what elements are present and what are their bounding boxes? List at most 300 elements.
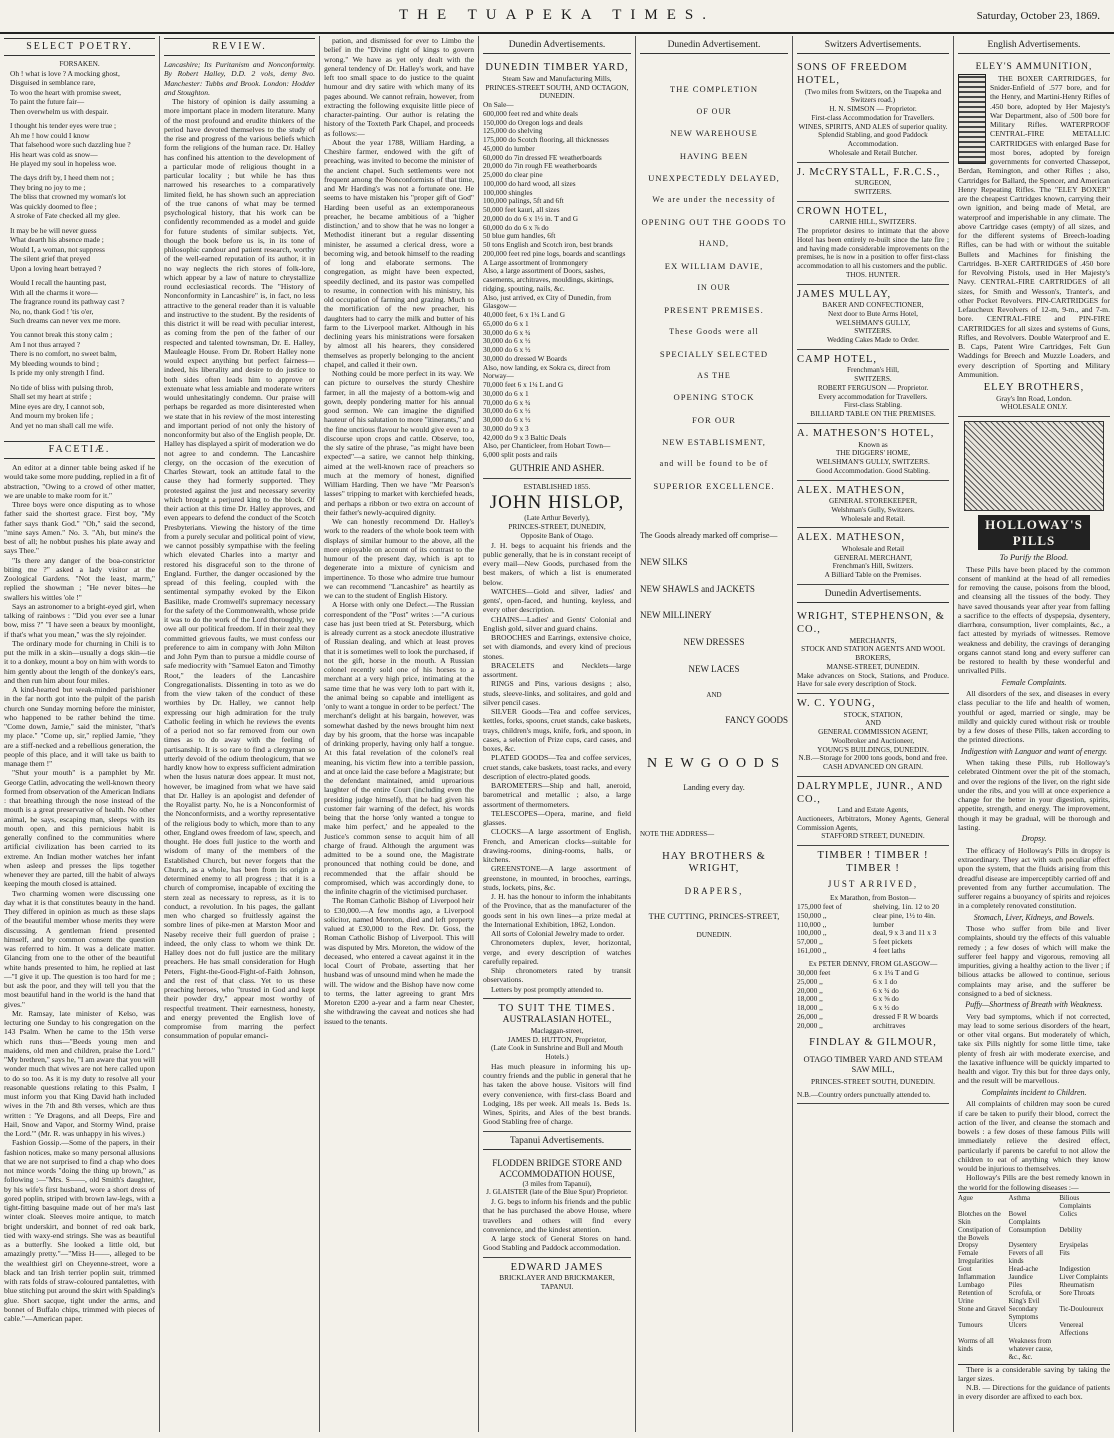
ad-line: First-class Stabling. — [844, 400, 902, 410]
notice-line: SPECIALLY SELECTED — [659, 348, 769, 359]
ad-line: SURGEON, — [854, 178, 892, 188]
timber-line: 25,000 do clear pine — [483, 170, 543, 180]
poem-line: Would I, a woman, not suppress — [10, 244, 105, 254]
disease-item: Consumption — [1008, 1226, 1046, 1234]
disease-item: Blotches on the Skin — [958, 1210, 1001, 1226]
ad-address: PRINCES-STREET SOUTH, AND OCTAGON, DUNEDIN. — [485, 82, 629, 101]
poem-line: Ah me ! how could I know — [10, 130, 90, 140]
timber-desc: dressed F R W boards — [873, 1012, 939, 1022]
timber-line: 50 tons English and Scotch iron, best brands — [483, 240, 613, 250]
timber-desc: shelving, 1in. 12 to 20 — [873, 901, 940, 911]
ad-line: WELSHMAN'S GULLY, SWITZERS. — [816, 457, 930, 467]
diseases-list — [958, 1192, 1110, 1365]
notice-line: SUPERIOR EXCELLENCE. — [653, 480, 775, 491]
timber-row — [797, 947, 949, 956]
ad-address: PRINCES-STREET, DUNEDIN, — [508, 522, 606, 532]
pills-subheading: Complaints incident to Children. — [981, 1087, 1087, 1097]
ad-line: Wedding Cakes Made to Order. — [826, 335, 920, 345]
ad-title: ELEY'S AMMUNITION, — [975, 62, 1093, 73]
ad-established: ESTABLISHED 1855. — [523, 481, 591, 491]
notice-line: IN OUR — [697, 283, 731, 293]
ad-text: Ex PETER DENNY, FROM GLASGOW— — [808, 959, 938, 969]
ad-firm: FINDLAY & GILMOUR, — [809, 1036, 937, 1048]
timber-desc: 6 x 1¼ T and G — [873, 967, 920, 977]
warehouse-notice — [640, 84, 788, 491]
ad-line: AND — [865, 718, 881, 728]
ad-line: Wholesale and Retail. — [840, 513, 906, 523]
ad-line: MERCHANTS, — [849, 635, 897, 645]
poem-line: Am I not thus arrayed ? — [10, 339, 80, 349]
timber-row — [797, 1022, 949, 1031]
ad-title: TIMBER ! TIMBER ! TIMBER ! — [817, 850, 929, 874]
timber-line: 60,000 do 7in dressed FE weatherboards — [483, 152, 602, 162]
poem-line: The silent grief that preyed — [10, 254, 91, 264]
timber-line: 150,000 do Oregon logs and deals — [483, 117, 583, 127]
jewelry-item: GREENSTONE—A large assortment of greenstone, in mounted, in brooches, earrings, studs, lockets, pins, &c. — [483, 864, 631, 892]
poem-line: I thought his tender eyes were true ; — [10, 121, 117, 131]
timber-desc: clear pine, 1½ to 4in. — [873, 910, 936, 920]
poem-line: It may be he will never guess — [10, 225, 97, 235]
ad-line: STOCK, STATION, — [843, 709, 903, 719]
poem-line: He played my soul in hopeless woe. — [10, 158, 117, 168]
disease-item: Dropsy — [958, 1242, 979, 1250]
poem-line: Oh ! what is love ? A mocking ghost, — [10, 68, 120, 78]
notice-line: NEW ESTABLISMENT, — [662, 437, 766, 448]
poem-line: Would I recall the haunting past, — [10, 278, 107, 288]
ad-line: Wholesale and Retail — [841, 543, 905, 553]
ad-note: WHOLESALE ONLY. — [1000, 402, 1068, 412]
review-paragraph: The history of opinion is daily assuming a more important place in modern literature. Many of the most profound and erudite thinkers of the period have devoted themselves to the study of the rise and progress of the various beliefs which form the religions of the human race. Dr. Halley has confined his attention to the development of a particular mode of religious thought in a particular locality ; but while he has thus narrowed his researches to a comparatively limited field, he has shown such an appreciation of the true canons of what may be termed psychological history, that his work can be confidently recommended as a model and guide for future students of similar subjects. Yet, though the book before us is, in its tone of philosophic candour and patient research, worthy of the well-earned reputation of its author, it in no way neglects the rich stores of folk-lore, which appear by a law of nature to chrystallize round ecclesiastical records. The "History of Nonconformity in Lancashire" is, in fact, no less attractive to the general reader than it is valuable and instructive to the student. By the residents of this district it will be read with peculiar interest, as coming from the pen of the father of our respected and talented townsman, Dr. E. Halley, Mauleagle House. From Dr. Robert Halley none would expect anything but perfect fairness—indeed, his liberality and desire to do justice to both sides often leads him to approve or extenuate what less amiable and moderate writers would unhesitatingly condemn. Our praise will perhaps be regarded as more disinterested when we state that in his review of the most interesting and important period of not only the history of nonconformity but also of the English people, Dr. Halley has displayed a spirit of moderation we do not agree to and condemn. The Lancashire clergy, on the occasion of the execution of Charles Stewart, took an attitude fatal to the cause they had formerly supported. They protested against the just and necessary severity which brought a perjured king to the block. Of their action at this time Dr. Halley approves, and even appears to defend the conduct of the Scotch Presbyterians. Viewing the history of the time from a purely secular and political point of view, we cannot possibly sympathise with the feeling which elevated Charles into a martyr and restored his disgraceful son to the throne of England. Further, the danger occasioned by the spread of this feeling, coupled with the sentimental sympathy evoked by the Eikon Basilike, made Cromwell's supremacy necessary for the safety of the Commonwealth, whose pride it was to do the work of the Lord thoroughly, we owe all our political freedom. If in their zeal they committed grievous faults, we must confess our preference to aim in company with John Milton and John Pym than to pursue a middle course of safe mediocrity with "Samuel Eaton and Timothy Root," the leaders of the Lancashire Congregationalists. Dissenting in toto as we do from the view taken of the conduct of these worthies by Dr. Halley, we cannot help expressing our high admiration for the truly Catholic feeling in which he reviews the events of a period not so far removed from our own times as to do away with the feeling of partisanship. It is so rare to find a clergyman so utterly devoid of the odium theologicum, that we hardly know how to express sufficient admiration when the lusus naturæ does appear. It must not, however, be imagined from what we have said that Dr. Halley is an apologist and defender of the Royalist party. No, he is a Nonconformist of the Nonconformists, and a worthy representative of the religious body to which, more than to any other, England owes freedom of law, speech, and thought. He does full justice to the worth and wisdom of many of the members of the Established Church, but never forgets that the Church, as a whole, has been from its origin a determined enemy to all progress ; that it is a church of compromise, incapable of exciting the stern zeal as necessary to repress, as it is to conduct, a revolution. In his pages, the gallant men who charged so fruitlessly against the sombre lines of pike-men at Marston Moor and Naseby receive their full guerdon of praise ; indeed, the only class to whom we think Dr. Halley does not do full justice are the military preachers. He has small consideration for Hugh Peters, Fight-the-Good-Fight-of-Faith Johnson, and the rest of that class. Yet to us these preaching heroes, who "trusted in God and kept their powder dry," appear most worthy of respectful treatment. Their earnestness, honesty, and energy prevented the English love of compromise from marring the perfect consummation of popular emanci- — [164, 97, 315, 1041]
poem-line: They bring no joy to me ; — [10, 182, 86, 192]
disease-item: Liver Complaints — [1059, 1274, 1108, 1282]
ad-block — [797, 481, 949, 529]
timber-qty: 57,000 ,, — [797, 937, 823, 947]
ad-line: GENERAL STOREKEEPER, — [829, 496, 917, 506]
ad-subtitle: Maclaggan-street, — [530, 1025, 584, 1035]
ad-line: Splendid Stabling, and good Paddock Accommodation. — [818, 130, 928, 149]
firm-city: DUNEDIN. — [696, 930, 732, 940]
notice-line: UNEXPECTEDLY DELAYED, — [648, 172, 780, 183]
section-heading-review: REVIEW. — [164, 38, 315, 56]
poem-line: My bleeding wounds to bind ; — [10, 358, 99, 368]
poem-line: Such dreams can never vex me more. — [10, 316, 121, 325]
facetiae-item: Three boys were once disputing as to whose father said the shortest grace. First boy, "My father says thank God." "Oh," said the second, "mine says Amen." No. 3. "Ah, but mine's the best of all; he nobbut pushes his plate away and says Thee." — [4, 500, 155, 556]
notice-line: OPENING STOCK — [673, 392, 755, 403]
ad-address: PRINCES-STREET SOUTH, DUNEDIN. — [811, 1076, 935, 1086]
ad-line: YOUNG'S BUILDINGS, DUNEDIN. — [817, 744, 929, 754]
ad-flodden-bridge — [483, 1154, 631, 1258]
poem-line: The bliss that crowned my woman's lot — [10, 192, 126, 202]
ad-line: First-class Accommodation for Travellers. — [811, 112, 935, 122]
column-warehouse-ad — [636, 36, 792, 1432]
poem-line: No tide of bliss with pulsing throb, — [10, 382, 114, 392]
poem-line: That falsehood wore such dazzling hue ? — [10, 140, 131, 150]
timber-desc: 4 feet laths — [873, 946, 906, 956]
ad-line: Woolbroker and Auctioneer, — [831, 735, 915, 745]
timber-desc: 6 x ½ do — [873, 1003, 899, 1013]
goods-line: AND — [706, 690, 722, 699]
timber-line: 200,000 feet red pine logs, boards and scantlings — [483, 248, 626, 258]
poem-line: There is no comfort, no sweet balm, — [10, 349, 117, 359]
timber-line: 30,000 do 6 x ¾ — [483, 327, 531, 337]
disease-item: Ulcers — [1008, 1321, 1027, 1329]
timber-line: 100,000 shingles — [483, 187, 533, 197]
section-heading-dunedin: Dunedin Advertisements. — [797, 587, 949, 603]
disease-item: Tumours — [958, 1321, 983, 1329]
ad-line: Good Accommodation. Good Stabling. — [815, 465, 931, 475]
section-heading-dunedin: Dunedin Advertisements. — [483, 38, 631, 54]
ad-text: Ship chronometers rated by transit observations. — [483, 966, 631, 985]
goods-line: NEW MILLINERY — [640, 610, 712, 621]
poem-line: Upon a loving heart betrayed ? — [10, 263, 102, 273]
disease-item: Colics — [1059, 1210, 1077, 1218]
notice-line: PRESENT PREMISES. — [664, 304, 764, 315]
article-paragraph: We can honestly recommend Dr. Halley's work to the readers of the whole book teem with displays of similar humour to the above, all the more enjoyable on account of its contrast to the humour of the present day, which is apt to degenerate into a mixture of cynicism and impertinence. To those who admire true humour we can recommend "Lancashire" as heartily as we can to the student of English History. — [324, 517, 474, 600]
pills-paragraph: The efficacy of Holloway's Pills in dropsy is extraordinary. They act with such peculiar effect upon the system, that the fluids arising from this dreadful disease are imperceptibly carried off and prevented from any further accumulation. The sufferer regains a buoyancy of spirits and rejoices in a completely renovated constitution. — [958, 845, 1110, 911]
ad-subtitle: BRICKLAYER AND BRICKMAKER, — [499, 1273, 615, 1283]
ad-title: DUNEDIN TIMBER YARD, — [485, 62, 629, 74]
jewelry-item: CLOCKS—A large assortment of English, French, and American clocks—suitable for drawing-rooms, dining-rooms, halls, or kitchens. — [483, 827, 631, 865]
notice-line: OPENING OUT THE GOODS TO — [641, 216, 787, 227]
ad-text: Ex Marathon, from Boston— — [830, 893, 916, 903]
ad-eley-ammunition — [958, 58, 1110, 417]
timber-line: 70,000 feet 6 x 1¼ L and G — [483, 380, 564, 390]
ad-line: Next door to Bute Arms Hotel, — [828, 308, 918, 318]
ad-subtitle: OTAGO TIMBER YARD AND STEAM SAW MILL, — [803, 1053, 943, 1074]
poem-line: Then overwhelm us with despair. — [10, 106, 109, 116]
timber-line: 45,000 do lumber — [483, 143, 535, 153]
poem-line: What dearth his absence made ; — [10, 235, 104, 245]
column-english-ads — [954, 36, 1114, 1432]
poem-line: The fragrance round its pathway cast ? — [10, 297, 125, 307]
ad-text: All sorts of Colonial Jewelry made to order. — [491, 929, 625, 939]
facetiae-item: The ordinary mode for churning in Chili is to put the milk in a skin—usually a dogs skin—tie it to a donkey, mount a boy on him with words to him gently about the length of the donkey's ears, and then run him about four miles. — [4, 638, 155, 685]
facetiae-item: A kind-hearted but weak-minded parishioner in the far north got into the pulpit of the parish church one Sunday morning before the minister, who happened to be rather behind the time. "Come down, Jamie," said the minister, "that's my place." "Come up, sir," replied Jamie, "they are a stiff-necked and a rebellious generation, the people of this place, and it will take us baith to manage them !" — [4, 685, 155, 769]
review-continued-body — [324, 36, 474, 1026]
holloway-sign: HOLLOWAY'S PILLS — [978, 515, 1090, 550]
ad-text: J. H. begs to acquaint his friends and the public generally, that he is in constant receipt of every mail—New Goods, purchased from the best makers, of which a list is enumerated below. — [483, 540, 631, 587]
article-paragraph: Nothing could be more perfect in its way. We can picture to ourselves the sturdy Cheshire farmer, in all the majesty of a bottom-wig and gown, deeply pondering matter for his annual good sermon. We can imagine the dignified hauteur of his salutation to more "itinerants," and the fine unctious flavour he would give even to a discourse upon crops and cattle. Observe, too, the sly satire of the phrase, "as might have been expected"—a satire, we cannot help thinking, aimed at the well-known race of preachers so much at the memory of honest, dignified William Harding. Then we have "Mr Pearson's lasses" tripping to market with kerchiefed heads, and perhaps a ribbon or two extra on account of their father's newly-acquired dignity. — [324, 369, 474, 517]
ad-address: Gray's Inn Road, London. — [996, 393, 1072, 403]
disease-item: Venereal Affections — [1059, 1321, 1089, 1337]
ad-text: Chronometers duplex, lever, horizontal, verge, and every description of watches carefully repaired. — [483, 938, 631, 966]
timber-line: 6,000 split posts and rails — [483, 450, 558, 460]
poem-line: Is pride my only strength I find. — [10, 368, 105, 378]
ad-line: Land and Estate Agents, — [837, 805, 909, 815]
disease-item: Rheumatism — [1059, 1282, 1095, 1290]
timber-desc: 5 feet pickets — [873, 937, 913, 947]
ad-block — [797, 528, 949, 585]
disease-item: Jaundice — [1008, 1274, 1033, 1282]
notice-line: HAND, — [698, 239, 730, 249]
ad-block — [797, 607, 949, 694]
poem-title: FORSAKEN. — [59, 59, 100, 68]
pills-paragraph: These Pills have been placed by the common consent of mankind at the head of all remedies for removing the cause, poisons from the blood, and cleansing all the tissues of the body. They have saved thousands year after year from falling a sacrifice to the effects of dyspepsia, dysentery, diarrhœa, consumption, liver complaints, &c., a fact attested by myriads of witnesses. Remove weakness and debility, the cravings of deranging organs cannot stand long and every sufferer can be restored to health by these wonderful and unrivalled Pills. — [958, 564, 1110, 676]
timber-desc: deal, 9 x 3 and 11 x 3 — [873, 928, 937, 938]
disease-item: Bowel Complaints — [1008, 1210, 1041, 1226]
ad-title: JAMES MULLAY, — [797, 288, 892, 300]
ad-john-hislop — [483, 479, 631, 999]
ad-line: (Two miles from Switzers, on the Tuapeka and Switzers road.) — [804, 86, 942, 105]
ad-line: N.B.—Storage for 2000 tons goods, bond and free. — [798, 753, 948, 763]
ad-line: A Billiard Table on the Premises. — [824, 570, 922, 580]
ad-text: On Sale— — [483, 100, 514, 110]
section-heading-poetry: SELECT POETRY. — [4, 38, 155, 56]
goods-line: NEW LACES — [688, 664, 740, 675]
ad-address: TAPANUI. — [540, 1281, 574, 1291]
pills-subheading: Puffy—Shortness of Breath with Weakness. — [965, 1000, 1103, 1010]
ad-line: Every accommodation for Travellers. — [818, 391, 928, 401]
timber-qty: 30,000 feet — [797, 967, 831, 977]
article-paragraph: A Horse with only one Defect.—The Russian correspondent of the "Post" writes :—"A curious case has just been tried at St. Petersburg, which is already current as a stock anecdote illustrative of Russian dealing, and which at least proves that it is sometimes well to look the purchased, if not the gift, horse in the mouth. A Russian colonel recently sold one of his horses to a merchant at a very high price, intimating at the same time that he was very loth to part with it, the animal being so capable and intelligent as 'only to want a tongue in order to be perfect.' The merchant's delight at his bargain, however, was somewhat dashed by the news brought him next day by his groom, that the horse was incapable of drinking properly, having only half a tongue. At this fatal revelation of the colonel's real meaning, his victim flew into a terrible passion, and at once laid the case before a Magistrate; but the defendant maintained, amid uproarious laughter of the entire Court (including even the presiding judge himself), that he had given his customer fair warning of the defect, his words being that the horse 'only wanted a tongue to make him perfect,' and he appealed to the Justice's common sense to acquit him of all charge of fraud. Although the argument was admitted to be a sound one, the Magistrate pronounced that nothing could be done, and recommended that the affair should be compromised, which was accordingly done, to the infinite chagrin of the victimised purchaser. — [324, 600, 474, 896]
ad-note: N.B. — Directions for the guidance of patients in every disorder are affixed to each box. — [958, 1383, 1110, 1402]
timber-qty: 100,000 ,, — [797, 928, 827, 938]
jewelry-item: RINGS and Pins, various designs ; also, studs, sleeve-links, and solitaires, and gold and silver pencil cases. — [483, 679, 631, 707]
disease-item: Dysentery — [1008, 1242, 1037, 1250]
issue-date: Saturday, October 23, 1869. — [976, 10, 1100, 22]
ad-title: CAMP HOTEL, — [797, 353, 878, 365]
section-heading-dunedin: Dunedin Advertisement. — [640, 38, 788, 54]
timber-qty: 161,000 ,, — [797, 946, 827, 956]
timber-line: 20,000 do do 6 x 1½ in. T and G — [483, 213, 578, 223]
ad-title: AUSTRALASIAN HOTEL, — [502, 1015, 612, 1026]
ad-text: A large stock of General Stores on hand. Good Stabling and Paddock accommodation. — [483, 1234, 631, 1253]
disease-item: Indigestion — [1059, 1266, 1091, 1274]
book-heading: Lancashire; Its Puritanism and Nonconformity. By Robert Halley, D.D. 2 vols, demy 8vo. Manchester: Tubbs and Brook. London: Hodder and Stoughton. — [164, 60, 315, 97]
pills-subheading: Female Complaints. — [1001, 677, 1067, 687]
timber-line: Also, per Chanticleer, from Hobart Town— — [483, 441, 611, 451]
timber-line: 30,000 do 6 x ½ — [483, 345, 531, 355]
disease-item: Worms of all kinds — [958, 1337, 994, 1353]
ad-title: A. MATHESON'S HOTEL, — [797, 427, 935, 439]
facetiae-item: Mr. Ramsay, late minister of Kelso, was lecturing one Sunday to his congregation on the 143 Psalm. When he came to the 15th verse which runs thus—"Beeds young men and maidens, old men and children, praise the Lord." "My brethren," says he, "I am aware that you will wonder much that wives are not here called upon to do so too. As it is my duty to resolve all your reasonable questions relating to this Psalm, I must inform you that King David hath included wives in the 7th and 8th verses, which are thus written : 'Ye Dragons, and all Deeps, Fire and Hail, Snow and Vapor, and Stormy Wind, praise the Lord.'" (Mr. R. was unhappy in his wives.) — [4, 1008, 155, 1139]
timber-desc: lumber — [873, 919, 894, 929]
ad-edward-james — [483, 1258, 631, 1292]
ad-line: GENERAL COMMISSION AGENT, — [818, 727, 928, 737]
ad-title: DALRYMPLE, JUNR., AND CO., — [797, 780, 944, 805]
stanza-gap — [4, 430, 155, 435]
ad-title: ALEX. MATHESON, — [797, 484, 906, 496]
timber-line: 30,000 do 6 x 1 — [483, 388, 529, 398]
timber-line: Also, now landing, ex Sokra cs, direct from Norway— — [483, 362, 611, 381]
pills-subheading: Indigestion with Languor and want of energy. — [960, 746, 1108, 756]
timber-line: 175,000 do Scotch flooring, all thicknesses — [483, 135, 609, 145]
disease-item: Fevers of all kinds — [1008, 1250, 1044, 1266]
disease-item: Weakness from whatever cause, &c., &c. — [1008, 1337, 1053, 1361]
ad-line: MANSE-STREET, DUNEDIN. — [826, 661, 920, 671]
ad-firm: GUTHRIE AND ASHER. — [509, 462, 605, 473]
notice-line: OF OUR — [696, 106, 732, 116]
timber-line: 50,000 feet kauri, all sizes — [483, 205, 560, 215]
poem-line: His heart was cold as snow— — [10, 149, 98, 159]
masthead — [0, 0, 1114, 34]
disease-item: Piles — [1008, 1282, 1023, 1290]
timber-line: A Large assortment of Ironmongery — [483, 257, 588, 267]
disease-item: Inflammation — [958, 1274, 996, 1282]
timber-qty: 20,000 ,, — [797, 1021, 823, 1031]
disease-item: Head-ache — [1008, 1266, 1039, 1274]
ad-proprietor: JAMES D. HUTTON, Proprietor, — [507, 1034, 607, 1044]
ad-text: Has much pleasure in informing his up-country friends and the public in general that he has taken the above house. Visitors will find every convenience, with first-class Board and Lodging, 18s per week. All meals 1s. Beds 1s. Wines, Spirits, and Ales of the best brands. Good Stabling free of charge. — [483, 1061, 631, 1127]
goods-line: NEW SHAWLS and JACKETS — [640, 583, 755, 594]
timber-line: Also, just arrived, ex City of Dunedin, from Glasgow— — [483, 292, 612, 311]
ad-line: Wholesale and Retail Butcher. — [828, 147, 918, 157]
disease-item: Ague — [958, 1194, 973, 1202]
timber-line: 50 blue gum handles, 6ft — [483, 231, 556, 241]
ad-line: WINES, SPIRITS, AND ALES of superior quality. — [798, 121, 948, 131]
jewelry-item: BRACELETS and Necklets—large assortment. — [483, 660, 631, 680]
holloway-illustration — [964, 421, 1104, 511]
ad-line: THOS. HUNTER. — [845, 269, 901, 279]
timber-table — [797, 969, 949, 1031]
timber-qty: 20,000 ,, — [797, 985, 823, 995]
jewelry-item: TELESCOPES—Opera, marine, and field glasses. — [483, 808, 631, 828]
ad-australasian-hotel — [483, 999, 631, 1132]
poem-line: The days drift by, I heed them not ; — [10, 173, 114, 183]
disease-item: Gout — [958, 1266, 972, 1274]
ad-line: Known as — [858, 439, 888, 449]
timber-table — [797, 903, 949, 956]
review-body — [164, 97, 315, 1041]
column-review — [160, 36, 319, 1432]
disease-item: Stone and Gravel — [958, 1305, 1006, 1313]
firm-trade: DRAPERS, — [684, 886, 744, 897]
pills-subheading: Stomach, Liver, Kidneys, and Bowels. — [973, 912, 1095, 922]
timber-line: 30,000 do 6 x ½ — [483, 336, 531, 346]
ad-subtitle: Steam Saw and Manufacturing Mills, — [502, 73, 612, 83]
poem-line: And yet no man shall call me wife. — [10, 420, 114, 430]
ad-title: EDWARD JAMES — [510, 1261, 604, 1273]
ad-proprietor: J. GLAISTER (late of the Blue Spur) Proprietor. — [486, 1187, 628, 1197]
facetiae-item: Fashion Gossip.—Some of the papers, in their fashion notices, make so many personal allusions that we are not surprised to find a chap who does not mince words "doing the thing up brown," as following :—"Mrs. S——, old Smith's daughter, by his wife's first husband, wore a short dress of gored poplin, striped with brown law-legs, with a tight-fitting basquine made out of her ma's last winter cloak. Sleeves moire antique, to match bright underskirt, and bonnet of red oak bark, tied with waxy-end strings. She was as beautiful as a butterfly. She looked a little old, but amazingly pretty."—"Miss H——, alleged to be the wealthiest girl on Cheyenne-street, wore a black and tan Irish terrier poplin suit, trimmed with rats folds of straw-coloured pantalettes, with blue stitching put around the skirt with Spalding's glue. Short sacque, tight under the arms, and bonnet of Buffalo chips, trimmed with pieces of cable."—American paper. — [4, 1138, 155, 1324]
timber-desc: 6 x ¾ do — [873, 985, 899, 995]
ad-line: GENERAL MERCHANT, — [834, 552, 912, 562]
notice-line: HAVING BEEN — [679, 150, 749, 161]
disease-item: Secondary Symptoms — [1008, 1305, 1039, 1321]
notice-line: EX WILLIAM DAVIE, — [664, 260, 764, 271]
jewelry-item: BROOCHES and Earrings, extensive choice, set with diamonds, and every kind of precious stones. — [483, 633, 631, 661]
ad-title: ALEX. MATHESON, — [797, 532, 906, 544]
section-heading-english: English Advertisements. — [958, 38, 1110, 54]
article-paragraph: About the year 1788, William Harding, a Cheshire farmer, endowed with the gift of preaching, was invited to become the minister of the ancient chapel. Such settlements were not frequent among the Nonconformists of that time, and Mr Harding's was not a fortunate one. He seems to have mistaken his "proper gift of God" Harding been useful as an extemporaneous preacher, he became ambitious of a 'higher distinction,' and to show that he was no longer a Methodist itinerant but a regular dissenting minister, he assumed a clerical dress, wore a becoming wig, and betook himself to the reading of long and elaborate sermons. The congregation, as might have been expected, speedily declined, and its pastor was compelled to resume, in connection with his ministry, his old occupation of farming and grazing. Much to the mortification of the new preacher, his daughters had to carry the milk and butter of his farm to the Liverpool market. Although in his declining years his ministrations were forsaken by almost all his hearers, they considered themselves as properly belonging to the ancient chapel, and called it their own. — [324, 137, 474, 369]
facetiae-item: Two charming women were discussing one day what it is that constitutes beauty in the hand. They differed in opinion as much as these slaps of the beautiful member whose merits they were discussing. A gentleman friend presented himself, and by common consent the question was referred to him. It was a delicate matter. Glancing from one to the other of the beautiful white hands presented to him, he replied at last—"I give it up. The question is too hard for me ; but ask the poor, and they will tell you that the most beautiful hand in the world is the hand that gives." — [4, 888, 155, 1009]
ad-line: SWITZERS. — [854, 186, 892, 196]
poem-line: Was quickly doomed to flee ; — [10, 201, 97, 211]
timber-line: 65,000 do 6 x 1 — [483, 318, 529, 328]
jewelry-item: WATCHES—Gold and silver, ladies' and gents', open-faced, and hunting, keyless, and every other description. — [483, 586, 631, 615]
ad-block — [797, 285, 949, 350]
section-heading-facetiae: FACETIÆ. — [4, 441, 155, 459]
ad-block — [797, 58, 949, 162]
timber-line: 30,000 do 6 x ½ — [483, 406, 531, 416]
disease-item: Debility — [1059, 1226, 1082, 1234]
ad-line: THE DIGGERS' HOME, — [835, 448, 911, 458]
ad-title: W. C. YOUNG, — [797, 698, 876, 710]
poem-line: Disguised in semblance rare, — [10, 78, 96, 88]
ad-timber-yard — [483, 58, 631, 478]
ad-title: FLODDEN BRIDGE STORE AND ACCOMMODATION HOUSE, — [492, 1157, 622, 1179]
firm-address: THE CUTTING, PRINCES-STREET, — [648, 910, 780, 921]
timber-qty: 110,000 ,, — [797, 919, 827, 929]
timber-desc: 6 x ⅝ do — [873, 994, 899, 1004]
facetiae-item: "Shut your mouth" is a pamphlet by Mr. George Catlin, advocating the well-known theory formed from observation of the American Indians : that breathing through the nose instead of the mouth is a great preservative of health. No other animal, he says, escaping man, sleeps with its mouth open, and this pernicious habit is generally confined to the communities where artificial civilization has been carried to its extreme. An Indian mother watches her infant when asleep and presses the lips together whenever they are parted, till the habit of always keeping the mouth closed is attained. — [4, 768, 155, 889]
column-review-continued — [320, 36, 478, 1432]
ad-line: STAFFORD STREET, DUNEDIN. — [821, 831, 925, 841]
ad-line: BILLIARD TABLE ON THE PREMISES. — [810, 409, 936, 419]
jewelry-item: BAROMETERS—Ship and hall, aneroid, barometrical and metallic ; also, a large assortment of thermometers. — [483, 781, 631, 809]
notice-line: THE COMPLETION — [669, 84, 759, 95]
disease-item: Erysipelas — [1059, 1242, 1089, 1250]
ad-note: There is a considerable saving by taking the larger sizes. — [958, 1364, 1110, 1383]
ad-text: J. G. begs to inform his friends and the public that he has purchased the above House, where travellers and others will find every convenience, and the kindest attention. — [483, 1197, 631, 1234]
poem-line: A stroke of Fate checked all my glee. — [10, 211, 121, 221]
section-heading-tapanui: Tapanui Advertisements. — [483, 1134, 631, 1150]
goods-list — [640, 557, 788, 726]
timber-line: 60,000 do do 6 x ⅞ do — [483, 222, 549, 232]
disease-item: Fits — [1059, 1250, 1070, 1258]
landing-note: Landing every day. — [683, 782, 745, 792]
poem-line: You cannot break this stony calm ; — [10, 330, 113, 340]
switzers-ads — [797, 58, 949, 585]
ad-line: BAKER AND CONFECTIONER, — [822, 300, 924, 310]
notice-line: NEW WAREHOUSE — [670, 128, 758, 139]
timber-qty: 26,000 ,, — [797, 1012, 823, 1022]
facetiae-item: An editor at a dinner table being asked if he would take some more pudding, replied in a fit of abstraction, "Owing to a crowd of other matter, we are unable to make room for it." — [4, 463, 155, 500]
pills-paragraph: Holloway's Pills are the best remedy known in the world for the following diseases :— — [958, 1173, 1110, 1192]
timber-line: 30,000 do dressed W Boards — [483, 353, 567, 363]
notice-line: We are under the necessity of — [652, 195, 776, 205]
poem-line: Mine eyes are dry, I cannot sob, — [10, 401, 105, 411]
timber-line: 20,000 do 7in rough FE weatherboards — [483, 161, 597, 171]
timber-line: 30,000 do 9 x 3 — [483, 423, 529, 433]
disease-item: Bilious Complaints — [1059, 1194, 1092, 1210]
notice-line: FOR OUR — [691, 414, 736, 425]
ad-line: SWITZERS. — [854, 326, 892, 336]
disease-item: Female Irregularities — [958, 1250, 994, 1266]
poem-line: No, no, thank God ! 'tis o'er, — [10, 306, 94, 316]
pills-paragraph: All complaints of children may soon be cured if care be taken to purify their blood, correct the action of the liver, and cleanse the stomach and bowels : a few doses of these famous Pills will immediately relieve the desired effect, particularly if parents be careful to not allow the children to eat of anything which they know would be injurious to themselves. — [958, 1099, 1110, 1174]
pills-subheading: Dropsy. — [1021, 834, 1047, 844]
ad-line: Make advances on Stock, Stations, and Produce. Have for sale every description of Stock. — [797, 670, 949, 689]
newspaper-title: THE TUAPEKA TIMES. — [398, 7, 716, 23]
timber-list — [483, 110, 631, 460]
ad-line: Frenchman's Hill, Switzers. — [832, 561, 914, 571]
disease-item: Constipation of the Bowels — [958, 1226, 1001, 1242]
ad-text: N.B.—Country orders punctually attended to. — [797, 1089, 931, 1099]
notice-line: These Goods were all — [669, 326, 759, 336]
timber-qty: 18,000 ,, — [797, 994, 823, 1004]
timber-line: Also, a large assortment of Doors, sashes, casements, architraves, mouldings, skirtings, ridging, spouting, nails, &c. — [483, 266, 614, 293]
poem-line: And mourn my broken life ; — [10, 411, 94, 421]
ad-title: CROWN HOTEL, — [797, 205, 888, 217]
address-note: NOTE THE ADDRESS— — [640, 830, 715, 839]
timber-desc: 6 x 1 do — [873, 976, 898, 986]
poem-line: With all the charms it wore— — [10, 287, 98, 297]
ad-block — [797, 202, 949, 285]
article-paragraph: pation, and dismissed for ever to Limbo the belief in the "Divine right of kings to govern wrong." We have as yet only dealt with the general tendency of Dr. Halley's work, and have left too small space to do justice to the quaint humour and dry satire with which many of its pages abound. We cannot refrain, however, from extracting the following exquisite little piece of character-painting. Our author is relating the history of the Toxteth Park Chapel, and proceeds as follows:— — [324, 36, 474, 138]
poem-line: To paint the future fair— — [10, 97, 85, 107]
ad-address: Opposite Bank of Otago. — [520, 530, 594, 540]
disease-item: Tic-Douloureux — [1059, 1305, 1104, 1313]
goods-line: FANCY GOODS — [725, 715, 788, 726]
ad-block — [797, 163, 949, 202]
poem-body — [4, 69, 155, 435]
dunedin-ads — [797, 607, 949, 846]
timber-line: 100,000 do hard wood, all sizes — [483, 178, 576, 188]
goods-line: NEW DRESSES — [683, 637, 745, 648]
timber-qty: 175,000 feet of — [797, 901, 842, 911]
timber-line: 30,000 do 6 x ½ — [483, 415, 531, 425]
